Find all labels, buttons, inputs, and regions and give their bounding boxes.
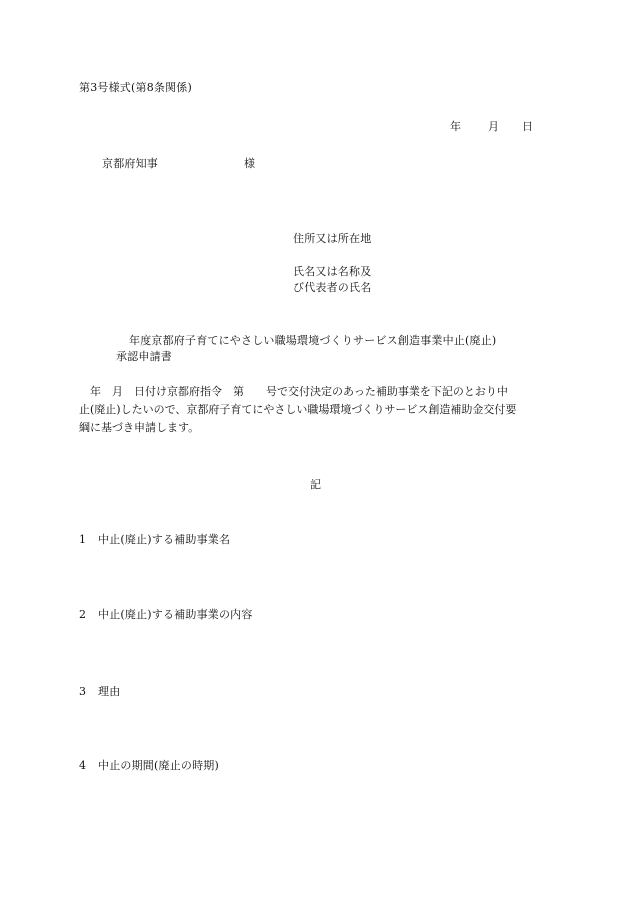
form-number: 第3号様式(第8条関係) — [79, 81, 192, 94]
item-label: 中止(廃止)する補助事業名 — [98, 533, 231, 546]
date-day: 日 — [522, 120, 534, 133]
item-number: 3 — [79, 685, 87, 698]
body-paragraph — [79, 383, 553, 437]
item-reason — [79, 684, 120, 699]
name-label-line2: び代表者の氏名 — [293, 281, 372, 294]
body-line: 綱に基づき申請します。 — [79, 421, 200, 434]
addressee: 京都府知事 — [102, 157, 158, 170]
item-period — [79, 758, 219, 773]
item-business-name — [79, 532, 230, 547]
item-number: 1 — [79, 533, 87, 546]
item-label: 理由 — [98, 685, 121, 698]
date-year: 年 — [450, 120, 462, 133]
document-title-line2: 承認申請書 — [116, 350, 172, 363]
body-line: 止(廃止)したいので、京都府子育てにやさしい職場環境づくりサービス創造補助金交付要 — [79, 403, 517, 416]
date-month: 月 — [488, 120, 500, 133]
item-label: 中止の期間(廃止の時期) — [98, 759, 219, 772]
honorific: 様 — [244, 157, 256, 170]
body-line: 年 月 日付け京都府指令 第 号で交付決定のあった補助事業を下記のとおり中 — [79, 385, 508, 398]
item-number: 2 — [79, 608, 87, 621]
name-label-line1: 氏名又は名称及 — [293, 265, 372, 278]
document-title-line1: 年度京都府子育てにやさしい職場環境づくりサービス創造事業中止(廃止) — [129, 334, 497, 347]
item-number: 4 — [79, 759, 87, 772]
address-label: 住所又は所在地 — [293, 232, 372, 245]
item-business-content — [79, 607, 253, 622]
item-label: 中止(廃止)する補助事業の内容 — [98, 608, 253, 621]
ki-heading: 記 — [310, 478, 322, 491]
